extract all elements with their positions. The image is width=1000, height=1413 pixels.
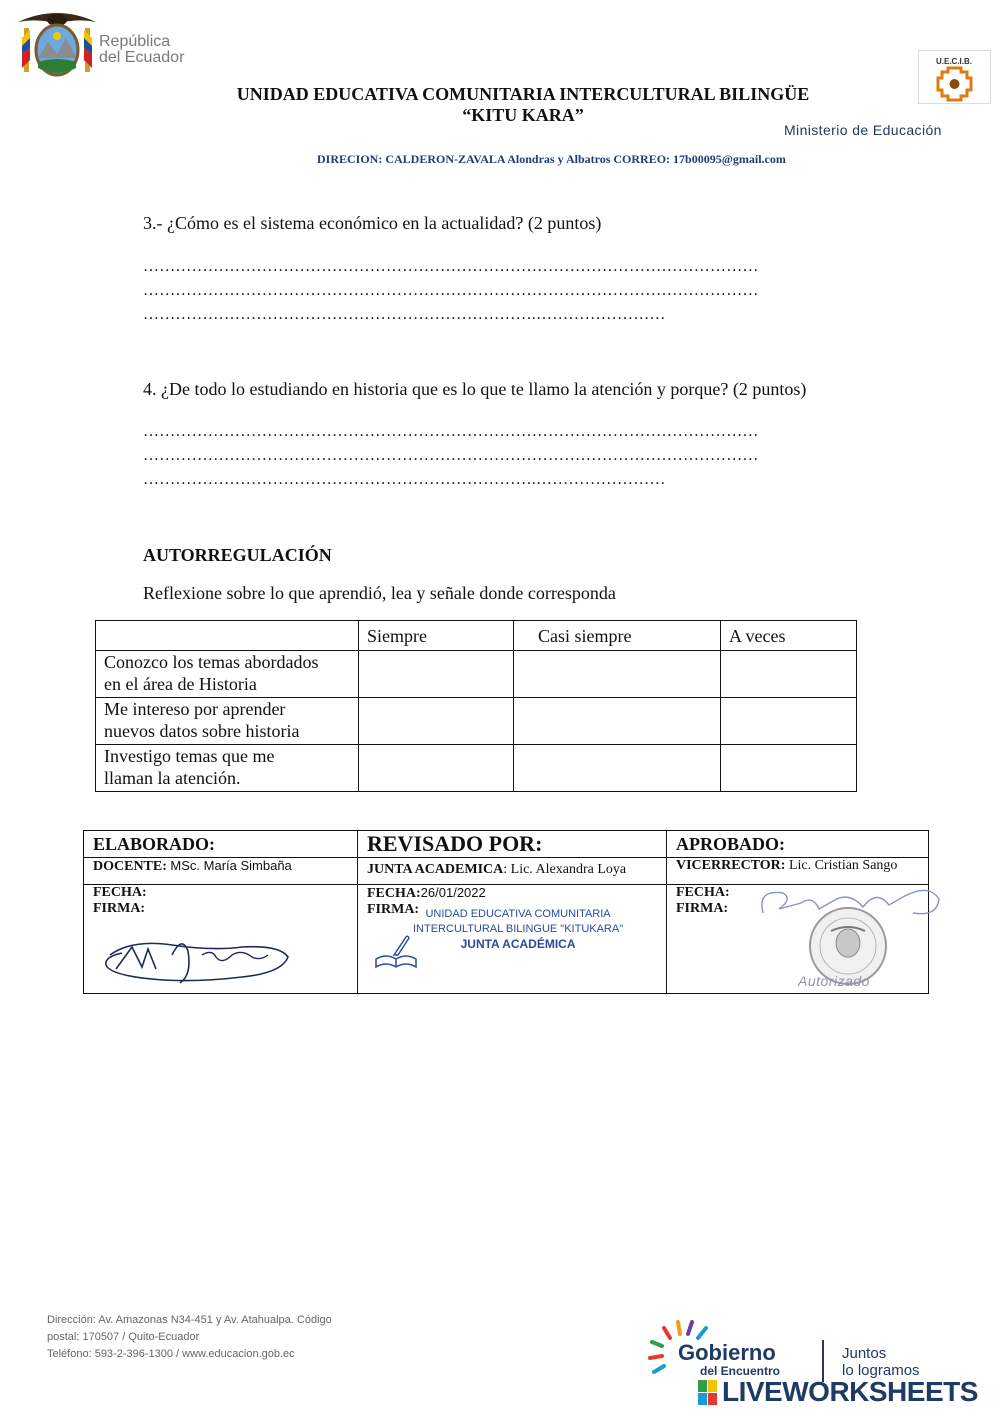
docente-name: MSc. María Simbaña — [170, 858, 292, 873]
handwritten-signature-icon — [92, 925, 297, 989]
answer-3-line[interactable]: ……………………………………………………………….…………………… — [143, 306, 666, 323]
checkbox-cell-siempre[interactable] — [359, 698, 514, 745]
footer-address — [47, 1312, 332, 1363]
vicerrector-name: Lic. Cristian Sango — [785, 858, 898, 873]
school-title-line-2: “KITU KARA” — [462, 105, 584, 125]
fecha-row — [367, 885, 657, 902]
del-encuentro-label: del Encuentro — [700, 1364, 781, 1378]
firma-cell-docente — [84, 885, 358, 994]
answer-4-line[interactable]: ……………………………………………………………….…………………… — [143, 471, 666, 488]
firma-cell-vicerrector — [667, 885, 929, 994]
fecha-label: FECHA: — [367, 886, 421, 901]
docente-cell — [84, 858, 358, 885]
table-header-row — [96, 621, 857, 651]
table-header-cell — [96, 621, 359, 651]
table-row-label — [96, 698, 359, 745]
republica-del-ecuador-label — [99, 34, 184, 66]
junta-label: JUNTA ACADEMICA — [367, 862, 504, 877]
checkbox-cell-a-veces[interactable] — [721, 651, 857, 698]
stamp-line: INTERCULTURAL BILINGUE "KITUKARA" — [413, 923, 624, 935]
row-label-line: Investigo temas que me — [104, 746, 275, 766]
republic-line-2: del Ecuador — [99, 49, 185, 66]
ueib-logo-text: U.E.C.I.B. — [935, 57, 973, 66]
table-row — [96, 745, 857, 792]
live-badge-icon — [698, 1380, 718, 1406]
firma-label: FIRMA: — [367, 902, 420, 917]
footer-address-line: Dirección: Av. Amazonas N34-451 y Av. Atahualpa. Código — [47, 1314, 332, 1326]
stamp-line: JUNTA ACADÉMICA — [460, 937, 576, 951]
approval-table — [83, 830, 929, 994]
answer-4-line[interactable]: …………………………………………………………………………………………………… — [143, 423, 759, 440]
checkbox-cell-casi-siempre[interactable] — [514, 651, 721, 698]
table-row-label — [96, 651, 359, 698]
junta-name: : Lic. Alexandra Loya — [503, 862, 627, 877]
row-label-line: en el área de Historia — [104, 674, 257, 694]
row-label-line: Me intereso por aprender — [104, 699, 286, 719]
school-address: DIRECION: CALDERON-ZAVALA Alondras y Albatros CORREO: 17b00095@gmail.com — [317, 152, 786, 166]
gobierno-label: Gobierno — [678, 1340, 776, 1365]
checkbox-cell-a-veces[interactable] — [721, 698, 857, 745]
question-4: 4. ¿De todo lo estudiando en historia que es lo que te llamo la atención y porque? (2 puntos) — [143, 379, 807, 399]
school-title — [0, 84, 1000, 126]
stamp-line: UNIDAD EDUCATIVA COMUNITARIA — [425, 908, 611, 920]
docente-label: DOCENTE: — [93, 859, 167, 874]
table-header-casi-siempre: Casi siempre — [514, 621, 721, 651]
aprobado-heading: APROBADO: — [667, 831, 929, 858]
autorizado-stamp-text: Autorizado — [798, 973, 870, 989]
row-label-line: nuevos datos sobre historia — [104, 721, 300, 741]
checkbox-cell-a-veces[interactable] — [721, 745, 857, 792]
checkbox-cell-siempre[interactable] — [359, 745, 514, 792]
junta-academica-stamp — [413, 907, 623, 952]
checkbox-cell-casi-siempre[interactable] — [514, 745, 721, 792]
autorregulacion-title: AUTORREGULACIÓN — [143, 545, 332, 565]
table-header-siempre: Siempre — [359, 621, 514, 651]
junta-cell — [358, 858, 667, 885]
checkbox-cell-siempre[interactable] — [359, 651, 514, 698]
answer-3-line[interactable]: …………………………………………………………………………………………………… — [143, 258, 759, 275]
table-row — [96, 651, 857, 698]
firma-label: FIRMA: — [676, 901, 729, 916]
revisado-heading: REVISADO POR: — [358, 831, 667, 858]
row-label-line: Conozco los temas abordados — [104, 652, 319, 672]
juntos-lo-logramos — [842, 1345, 920, 1379]
table-header-a-veces: A veces — [721, 621, 857, 651]
fecha-value: 26/01/2022 — [420, 885, 486, 900]
checkbox-cell-casi-siempre[interactable] — [514, 698, 721, 745]
ueib-logo-icon — [918, 50, 991, 104]
autorregulacion-instruction: Reflexione sobre lo que aprendió, lea y señale donde corresponda — [143, 583, 616, 603]
self-assessment-table — [95, 620, 857, 792]
approval-firma-row — [84, 885, 929, 994]
table-row — [96, 698, 857, 745]
answer-3-line[interactable]: …………………………………………………………………………………………………… — [143, 282, 759, 299]
firma-label: FIRMA: — [93, 901, 146, 916]
school-title-line-1: UNIDAD EDUCATIVA COMUNITARIA INTERCULTURAL BILINGÜE — [236, 84, 810, 104]
row-label-line: llaman la atención. — [104, 768, 241, 788]
approval-heading-row — [84, 831, 929, 858]
republic-line-1: República — [99, 33, 171, 50]
ecuador-coat-of-arms-icon — [14, 8, 100, 82]
firma-cell-junta — [358, 885, 667, 994]
juntos-line: Juntos — [842, 1345, 887, 1362]
fecha-label: FECHA: — [676, 885, 730, 900]
liveworksheets-brand[interactable]: LIVEWORKSHEETS — [722, 1376, 978, 1407]
vicerrector-label: VICERRECTOR: — [676, 858, 786, 873]
footer-address-line: postal: 170507 / Quito-Ecuador — [47, 1331, 200, 1343]
answer-4-line[interactable]: …………………………………………………………………………………………………… — [143, 447, 759, 464]
footer-address-line: Teléfono: 593-2-396-1300 / www.educacion.gob.ec — [47, 1348, 295, 1360]
fecha-label: FECHA: — [93, 885, 147, 900]
juntos-line: lo logramos — [842, 1362, 920, 1379]
question-3: 3.- ¿Cómo es el sistema económico en la actualidad? (2 puntos) — [143, 213, 602, 233]
elaborado-heading: ELABORADO: — [84, 831, 358, 858]
ministerio-label: Ministerio de Educación — [784, 122, 942, 138]
table-row-label — [96, 745, 359, 792]
book-quill-stamp-icon — [374, 933, 418, 971]
